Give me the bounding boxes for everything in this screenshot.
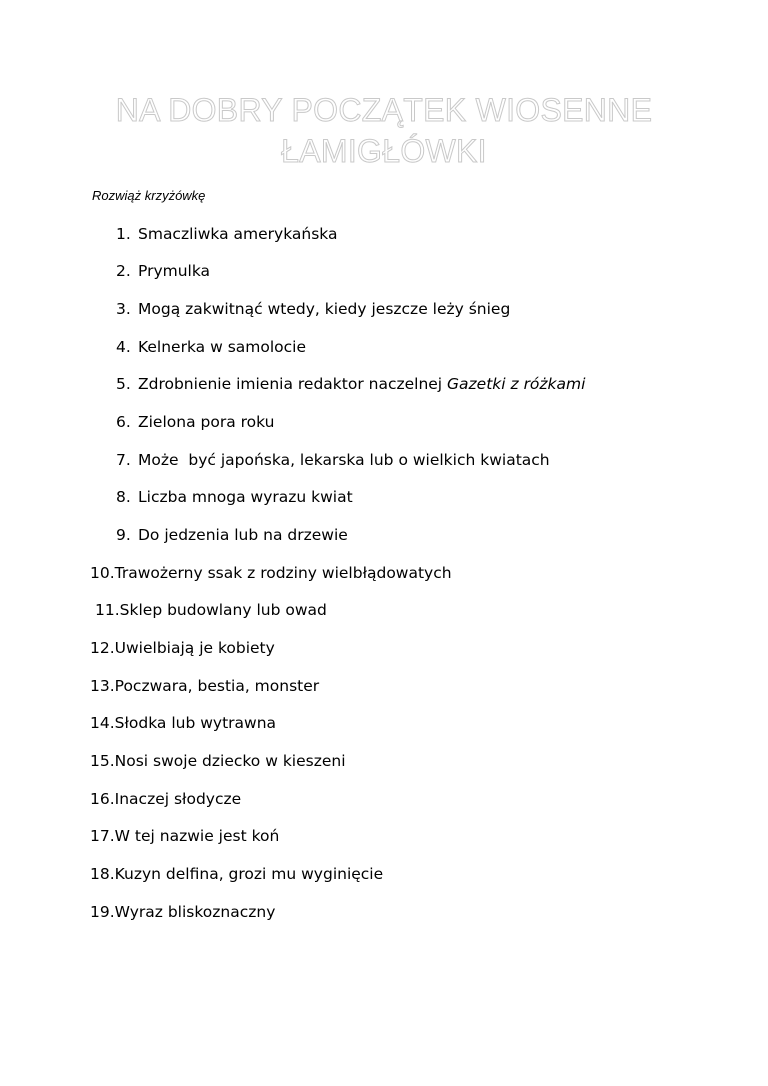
list-item: [116, 375, 586, 393]
item-number: 5.: [116, 375, 131, 393]
item-number: 4.: [116, 338, 131, 356]
item-text: Nosi swoje dziecko w kieszeni: [114, 752, 346, 770]
item-text: Wyraz bliskoznaczny: [114, 903, 276, 921]
item-text: Poczwara, bestia, monster: [114, 677, 320, 695]
item-number: 17.: [90, 827, 115, 845]
item-number: 3.: [116, 300, 131, 318]
instruction-subtitle: Rozwiąż krzyżówkę: [92, 188, 206, 203]
list-item: [116, 451, 550, 469]
item-text: Mogą zakwitnąć wtedy, kiedy jeszcze leży śnieg: [138, 300, 511, 318]
item-number: 13.: [90, 677, 115, 695]
item-number: 9.: [116, 526, 131, 544]
list-item: [116, 262, 211, 280]
item-text: Może być japońska, lekarska lub o wielkich kwiatach: [138, 451, 550, 469]
item-number: 12.: [90, 639, 115, 657]
item-number: 8.: [116, 488, 131, 506]
list-item: [116, 488, 353, 506]
list-item: [90, 639, 275, 657]
item-text: Prymulka: [138, 262, 211, 280]
item-text: Słodka lub wytrawna: [114, 714, 277, 732]
item-text: W tej nazwie jest koń: [114, 827, 280, 845]
page-title-line-2: ŁAMIGŁÓWKI: [281, 133, 487, 169]
list-item: [116, 300, 511, 318]
item-text: Zielona pora roku: [138, 413, 275, 431]
item-number: 18.: [90, 865, 115, 883]
list-item: [90, 714, 276, 732]
list-item: [116, 338, 307, 356]
item-number: 11.: [95, 601, 120, 619]
item-text: Zdrobnienie imienia redaktor naczelnej: [138, 375, 448, 393]
item-number: 15.: [90, 752, 115, 770]
page-title-line-1: NA DOBRY POCZĄTEK WIOSENNE: [115, 92, 653, 128]
item-number: 19.: [90, 903, 115, 921]
item-text: Do jedzenia lub na drzewie: [138, 526, 348, 544]
item-number: 1.: [116, 225, 131, 243]
item-text: Kelnerka w samolocie: [138, 338, 307, 356]
list-item: [116, 225, 338, 243]
list-item: [90, 827, 279, 845]
list-item: [95, 601, 327, 619]
list-item: [116, 526, 348, 544]
item-text: Inaczej słodycze: [114, 790, 242, 808]
list-item: [90, 564, 452, 582]
list-item: [90, 790, 241, 808]
item-text: Uwielbiają je kobiety: [114, 639, 275, 657]
item-number: 7.: [116, 451, 131, 469]
list-item: [90, 752, 346, 770]
list-item: [116, 413, 275, 431]
item-text: Smaczliwka amerykańska: [138, 225, 338, 243]
list-item: [90, 903, 275, 921]
item-number: 10.: [90, 564, 115, 582]
item-number: 14.: [90, 714, 115, 732]
item-number: 2.: [116, 262, 131, 280]
item-number: 6.: [116, 413, 131, 431]
item-number: 16.: [90, 790, 115, 808]
item-text-wrap: [138, 375, 585, 393]
item-italic-text: Gazetki z różkami: [447, 375, 586, 393]
item-text: Liczba mnoga wyrazu kwiat: [138, 488, 353, 506]
item-text: Trawożerny ssak z rodziny wielbłądowatych: [114, 564, 452, 582]
list-item: [90, 865, 383, 883]
list-item: [90, 677, 319, 695]
item-text: Sklep budowlany lub owad: [119, 601, 327, 619]
item-text: Kuzyn delfina, grozi mu wyginięcie: [114, 865, 384, 883]
